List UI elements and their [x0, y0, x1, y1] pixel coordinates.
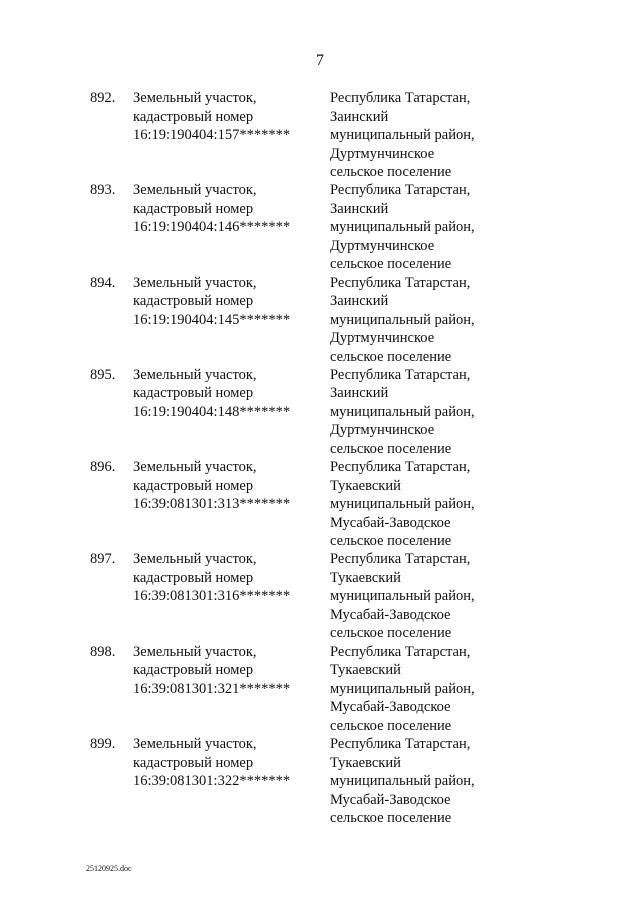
- location-line: муниципальный район,: [330, 773, 475, 790]
- location-line: Мусабай-Заводское: [330, 514, 451, 531]
- location-line: муниципальный район,: [330, 496, 475, 513]
- document-filename: 25120925.doc: [86, 864, 132, 873]
- location-line: сельское поселение: [330, 256, 452, 273]
- entry-location: [330, 366, 530, 459]
- location-line: сельское поселение: [330, 625, 452, 642]
- location-line: Заинский: [330, 385, 389, 402]
- location-line: Тукаевский: [330, 754, 401, 771]
- location-line: сельское поселение: [330, 810, 452, 827]
- cadastral-number: 16:39:081301:321*******: [133, 680, 291, 697]
- object-label: кадастровый номер: [133, 754, 254, 771]
- entry-object: [133, 89, 323, 145]
- entry-object: [133, 458, 323, 514]
- location-line: муниципальный район,: [330, 219, 475, 236]
- location-line: сельское поселение: [330, 533, 452, 550]
- cadastral-number: 16:39:081301:316*******: [133, 588, 291, 605]
- location-line: Мусабай-Заводское: [330, 791, 451, 808]
- object-label: кадастровый номер: [133, 200, 254, 217]
- location-line: муниципальный район,: [330, 127, 475, 143]
- list-item: [0, 735, 640, 827]
- entry-location: [330, 181, 530, 274]
- cadastral-number: 16:19:190404:145*******: [133, 311, 291, 328]
- location-line: Заинский: [330, 293, 389, 310]
- entry-number: 896.: [90, 459, 116, 476]
- list-item: [0, 366, 640, 458]
- location-line: Республика Татарстан,: [330, 274, 471, 291]
- location-line: Тукаевский: [330, 569, 401, 586]
- entry-number: 897.: [90, 551, 116, 568]
- location-line: Заинский: [330, 108, 389, 125]
- location-line: Республика Татарстан,: [330, 736, 471, 753]
- location-line: муниципальный район,: [330, 403, 475, 420]
- entry-location: [330, 458, 530, 551]
- location-line: Республика Татарстан,: [330, 643, 471, 660]
- list-item: [0, 181, 640, 273]
- object-label: кадастровый номер: [133, 662, 254, 679]
- entry-number: 898.: [90, 643, 116, 660]
- object-label: кадастровый номер: [133, 477, 254, 494]
- list-item: [0, 274, 640, 366]
- entry-list: [0, 89, 640, 827]
- location-line: Дуртмунчинское: [330, 145, 435, 162]
- entry-object: [133, 181, 323, 237]
- location-line: муниципальный район,: [330, 311, 475, 328]
- entry-number: 894.: [90, 274, 116, 291]
- object-type: Земельный участок,: [133, 182, 257, 199]
- location-line: сельское поселение: [330, 348, 452, 365]
- location-line: Республика Татарстан,: [330, 182, 471, 199]
- cadastral-number: 16:39:081301:322*******: [133, 773, 291, 790]
- entry-location: [330, 550, 530, 643]
- object-label: кадастровый номер: [133, 569, 254, 586]
- entry-object: [133, 366, 323, 422]
- object-type: Земельный участок,: [133, 551, 257, 568]
- entry-object: [133, 274, 323, 330]
- entry-object: [133, 550, 323, 606]
- entry-location: [330, 274, 530, 367]
- entry-number: 892.: [90, 90, 116, 106]
- object-label: кадастровый номер: [133, 293, 254, 310]
- list-item: [0, 458, 640, 550]
- location-line: Республика Татарстан,: [330, 551, 471, 568]
- location-line: муниципальный район,: [330, 680, 475, 697]
- object-type: Земельный участок,: [133, 736, 257, 753]
- location-line: сельское поселение: [330, 440, 452, 457]
- location-line: Мусабай-Заводское: [330, 606, 451, 623]
- entry-object: [133, 643, 323, 699]
- location-line: Заинский: [330, 200, 389, 217]
- location-line: Республика Татарстан,: [330, 459, 471, 476]
- cadastral-number: 16:19:190404:146*******: [133, 219, 291, 236]
- entry-location: [330, 735, 530, 828]
- entry-number: 899.: [90, 736, 116, 753]
- location-line: Республика Татарстан,: [330, 90, 471, 106]
- entry-number: 895.: [90, 366, 116, 383]
- cadastral-number: 16:19:190404:148*******: [133, 403, 291, 420]
- list-item: [0, 550, 640, 642]
- location-line: Мусабай-Заводское: [330, 699, 451, 716]
- object-label: кадастровый номер: [133, 108, 254, 125]
- location-line: Тукаевский: [330, 477, 401, 494]
- entry-location: [330, 643, 530, 736]
- location-line: Тукаевский: [330, 662, 401, 679]
- location-line: Республика Татарстан,: [330, 366, 471, 383]
- location-line: Дуртмунчинское: [330, 422, 435, 439]
- object-type: Земельный участок,: [133, 90, 257, 106]
- location-line: Дуртмунчинское: [330, 237, 435, 254]
- object-label: кадастровый номер: [133, 385, 254, 402]
- location-line: муниципальный район,: [330, 588, 475, 605]
- object-type: Земельный участок,: [133, 643, 257, 660]
- object-type: Земельный участок,: [133, 366, 257, 383]
- page-number: 7: [316, 52, 324, 69]
- entry-location: [330, 89, 530, 182]
- cadastral-number: 16:19:190404:157*******: [133, 127, 291, 143]
- location-line: сельское поселение: [330, 164, 452, 180]
- location-line: сельское поселение: [330, 717, 452, 734]
- object-type: Земельный участок,: [133, 274, 257, 291]
- entry-number: 893.: [90, 182, 116, 199]
- entry-object: [133, 735, 323, 791]
- location-line: Дуртмунчинское: [330, 330, 435, 347]
- object-type: Земельный участок,: [133, 459, 257, 476]
- list-item: [0, 643, 640, 735]
- cadastral-number: 16:39:081301:313*******: [133, 496, 291, 513]
- list-item: [0, 89, 640, 181]
